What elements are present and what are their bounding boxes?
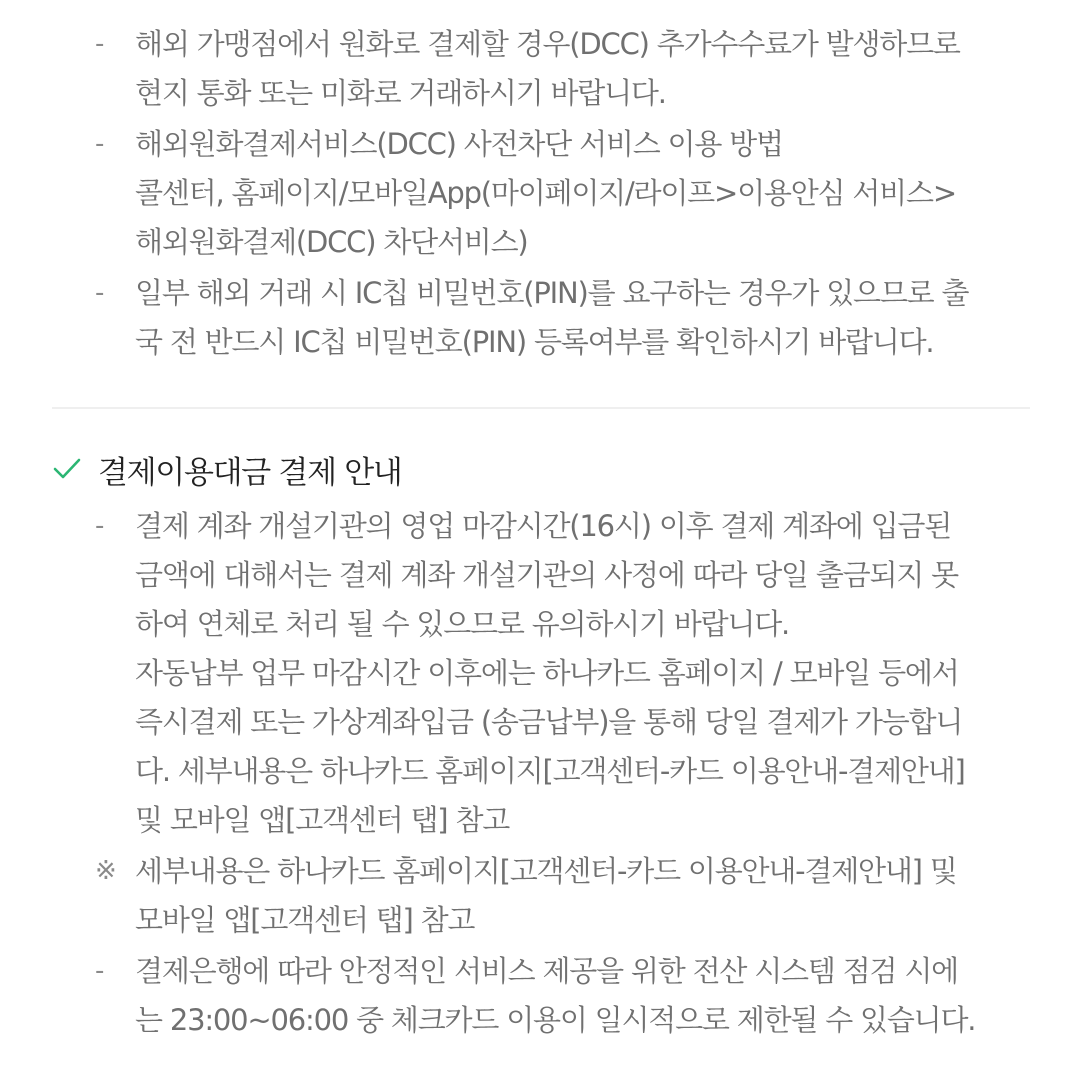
item-text-line: 자동납부 업무 마감시간 이후에는 하나카드 홈페이지 / 모바일 등에서	[135, 656, 959, 690]
overseas-notice-list	[95, 20, 1035, 367]
item-text-line: 콜센터, 홈페이지/모바일App(마이페이지/라이프>이용안심 서비스>	[135, 176, 956, 210]
item-text-line: 금액에 대해서는 결제 계좌 개설기관의 사정에 따라 당일 출금되지 못	[135, 558, 958, 592]
section-header	[52, 444, 402, 494]
item-text-line: 는 23:00~06:00 중 체크카드 이용이 일시적으로 제한될 수 있습니다.	[135, 1003, 976, 1037]
section-title: 결제이용대금 결제 안내	[98, 454, 402, 491]
item-text-line: 해외원화결제서비스(DCC) 사전차단 서비스 이용 방법	[135, 127, 783, 161]
item-text-line: 해외 가맹점에서 원화로 결제할 경우(DCC) 추가수수료가 발생하므로	[135, 27, 960, 61]
item-text-line: 세부내용은 하나카드 홈페이지[고객센터-카드 이용안내-결제안내] 및	[135, 854, 957, 888]
item-text-line: 즉시결제 또는 가상계좌입금 (송금납부)을 통해 당일 결제가 가능합니	[135, 705, 963, 739]
list-item	[95, 120, 1035, 267]
item-text-line: 다. 세부내용은 하나카드 홈페이지[고객센터-카드 이용안내-결제안내]	[135, 754, 965, 788]
section-divider	[52, 407, 1030, 409]
item-text-line: 국 전 반드시 IC칩 비밀번호(PIN) 등록여부를 확인하시기 바랍니다.	[135, 325, 934, 359]
list-item	[95, 947, 1035, 1045]
reference-mark-bullet: ※	[95, 856, 116, 886]
item-text-line: 모바일 앱[고객센터 탭] 참고	[135, 903, 475, 937]
item-text-line: 해외원화결제(DCC) 차단서비스)	[135, 225, 528, 259]
payment-notice-list	[95, 502, 1035, 1045]
list-item	[95, 847, 1035, 945]
item-text-line: 결제은행에 따라 안정적인 서비스 제공을 위한 전산 시스템 점검 시에	[135, 954, 958, 988]
item-text-line: 결제 계좌 개설기관의 영업 마감시간(16시) 이후 결제 계좌에 입금된	[135, 509, 952, 543]
dash-bullet: -	[95, 129, 104, 159]
list-item	[95, 20, 1035, 118]
dash-bullet: -	[95, 278, 104, 308]
item-text-line: 하여 연체로 처리 될 수 있으므로 유의하시기 바랍니다.	[135, 607, 790, 641]
item-text-line: 현지 통화 또는 미화로 거래하시기 바랍니다.	[135, 76, 666, 110]
list-item	[95, 502, 1035, 845]
dash-bullet: -	[95, 956, 104, 986]
dash-bullet: -	[95, 29, 104, 59]
item-text-line: 일부 해외 거래 시 IC칩 비밀번호(PIN)를 요구하는 경우가 있으므로 출	[135, 276, 969, 310]
item-text-line: 및 모바일 앱[고객센터 탭] 참고	[135, 803, 510, 837]
check-icon	[52, 454, 82, 484]
list-item	[95, 269, 1035, 367]
dash-bullet: -	[95, 511, 104, 541]
